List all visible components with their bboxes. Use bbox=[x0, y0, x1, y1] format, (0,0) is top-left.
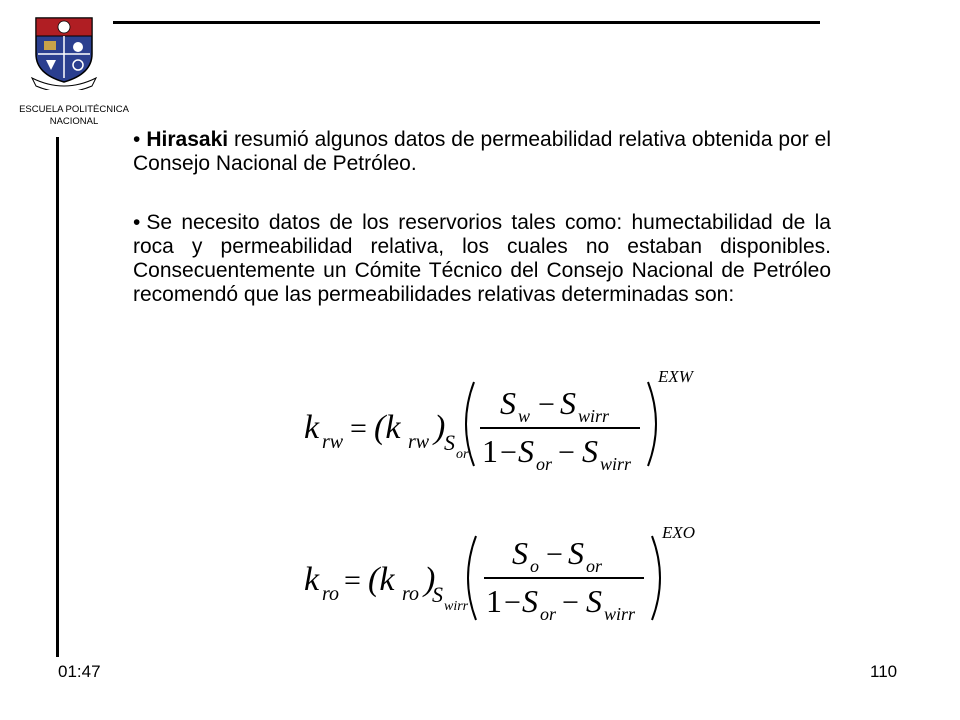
eq1-right-paren bbox=[648, 382, 656, 466]
eq2-exponent: EXO bbox=[662, 523, 696, 542]
eq1-den-b: S bbox=[518, 433, 534, 469]
eq2-den-c-sub: wirr bbox=[604, 604, 636, 624]
bullet-icon: • bbox=[133, 128, 141, 151]
eq2-right-paren bbox=[652, 536, 660, 620]
eq2-num-a: S bbox=[512, 535, 528, 571]
institution-name bbox=[4, 104, 144, 128]
eq2-lhs: k bbox=[304, 561, 320, 598]
bullet-paragraph-1 bbox=[133, 128, 831, 176]
footer-time: 01:47 bbox=[58, 662, 101, 681]
equation-kro bbox=[0, 520, 960, 650]
institution-line2: NACIONAL bbox=[49, 116, 99, 127]
eq2-den-b: S bbox=[522, 583, 538, 619]
eq1-num-a-sub: w bbox=[518, 406, 531, 426]
eq2-num-minus: − bbox=[546, 538, 563, 571]
eq1-equals: = bbox=[350, 412, 367, 445]
eq2-equals: = bbox=[344, 564, 361, 597]
eq1-lhs: k bbox=[304, 409, 320, 446]
bullet-paragraph-2 bbox=[133, 211, 831, 307]
eq2-left-paren bbox=[468, 536, 476, 620]
eq1-num-a: S bbox=[500, 385, 516, 421]
eq2-den-c: S bbox=[586, 583, 602, 619]
paragraph-2-text: Se necesito datos de los reservorios tales como: humectabilidad de la roca y permeabilidad relativa, los cuales no estaban disponibles. Consecuentemente un Cómite Técnico del Consejo Nacional de Petróleo recomendó que las permeabilidades relativas determinadas son: bbox=[133, 211, 831, 306]
paragraph-1-text: resumió algunos datos de permeabilidad relativa obtenida por el Consejo Nacional de Petróleo. bbox=[133, 128, 831, 175]
eq2-num-a-sub: o bbox=[530, 556, 539, 576]
eq1-paren-sub: rw bbox=[408, 431, 430, 453]
eq1-paren: (k bbox=[374, 409, 401, 446]
eq2-paren: (k bbox=[368, 561, 395, 598]
eq1-num-minus: − bbox=[538, 388, 555, 421]
eq2-lhs-sub: ro bbox=[322, 583, 340, 605]
eq1-num-b: S bbox=[560, 385, 576, 421]
eq2-den-b-sub: or bbox=[540, 604, 557, 624]
eq1-den-minus2: − bbox=[558, 436, 575, 469]
eq1-den-one: 1 bbox=[482, 433, 498, 469]
eq2-den-minus2: − bbox=[562, 586, 579, 619]
eq1-outer-sub: S bbox=[444, 430, 455, 455]
equation-krw bbox=[0, 362, 960, 492]
eq1-den-c: S bbox=[582, 433, 598, 469]
eq2-num-b: S bbox=[568, 535, 584, 571]
institution-logo-icon bbox=[30, 14, 98, 90]
author-name: Hirasaki bbox=[146, 128, 229, 151]
eq1-den-b-sub: or bbox=[536, 454, 553, 474]
eq1-lhs-sub: rw bbox=[322, 431, 344, 453]
top-divider bbox=[113, 21, 820, 24]
eq2-outer-sub-sub: wirr bbox=[444, 599, 469, 614]
eq1-num-b-sub: wirr bbox=[578, 406, 610, 426]
eq2-paren-sub: ro bbox=[402, 583, 420, 605]
page-number: 110 bbox=[870, 662, 898, 681]
eq1-paren-close: ) bbox=[434, 409, 446, 446]
eq2-outer-sub: S bbox=[432, 582, 443, 607]
bullet-icon: • bbox=[133, 211, 141, 234]
eq2-den-one: 1 bbox=[486, 583, 502, 619]
eq2-num-b-sub: or bbox=[586, 556, 603, 576]
eq1-exponent: EXW bbox=[658, 367, 693, 386]
institution-line1: ESCUELA POLITÉCNICA bbox=[19, 104, 129, 115]
eq2-paren-close: ) bbox=[424, 561, 436, 598]
eq1-den-c-sub: wirr bbox=[600, 454, 632, 474]
eq2-den-minus1: − bbox=[504, 586, 521, 619]
eq1-den-minus1: − bbox=[500, 436, 517, 469]
eq1-outer-sub-sub: or bbox=[456, 447, 469, 462]
